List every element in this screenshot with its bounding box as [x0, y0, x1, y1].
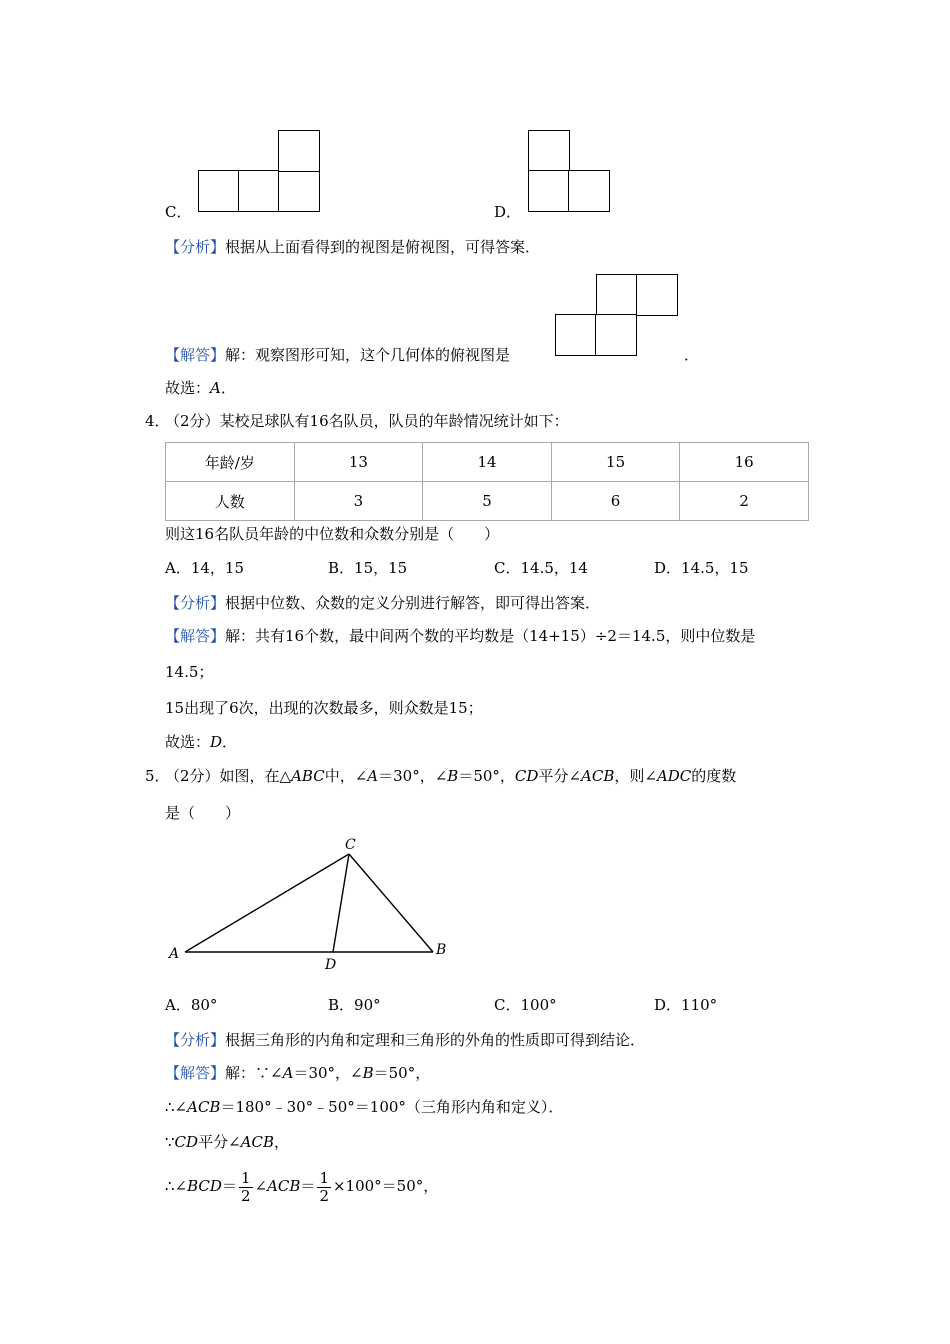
text: ＝50°， — [373, 1064, 431, 1082]
analysis-tag: 【分析】 — [165, 238, 226, 256]
cube-face — [528, 170, 570, 212]
q4-number: 4． — [145, 412, 170, 430]
text: ∴∠ — [165, 1098, 188, 1116]
table-cell: 6 — [551, 482, 680, 521]
text: ×100°＝50°， — [332, 1177, 439, 1195]
text: ＝ — [221, 1177, 237, 1195]
cube-face — [198, 170, 240, 212]
table-cell: 3 — [294, 482, 423, 521]
q5-analysis — [165, 1030, 645, 1050]
q5-solution-line3 — [165, 1132, 289, 1152]
text: （2分）如图，在△ — [165, 767, 292, 785]
text: 平分∠ — [538, 767, 582, 785]
q5-number: 5． — [145, 767, 170, 785]
choice-letter: A — [210, 379, 221, 397]
analysis-text: 根据从上面看得到的视图是俯视图，可得答案． — [225, 238, 541, 256]
text: 解：∵∠ — [225, 1064, 283, 1082]
vertex-label-a: A — [169, 946, 180, 962]
analysis-text: 根据中位数、众数的定义分别进行解答，即可得出答案． — [225, 594, 601, 612]
text: ＝180°﹣30°﹣50°＝100°（三角形内角和定义）． — [220, 1098, 564, 1116]
triangle-figure — [160, 830, 460, 975]
fraction-denominator: 2 — [240, 1186, 251, 1205]
choice-prefix: 故选： — [165, 733, 211, 751]
cube-face — [555, 314, 597, 356]
fraction-numerator: 1 — [319, 1168, 329, 1187]
math: BCD — [187, 1177, 222, 1195]
cube-face — [596, 274, 638, 316]
math: CD — [174, 1133, 199, 1151]
q4-option-c: C．14.5，14 — [494, 559, 588, 577]
math: ACB — [267, 1177, 301, 1195]
segment-cd — [333, 854, 349, 952]
cube-face — [636, 274, 678, 316]
q4-option-d: D．14.5，15 — [654, 559, 749, 577]
q5-option-a: A．80° — [165, 996, 218, 1014]
solution-period: ． — [684, 346, 700, 364]
table-cell: 2 — [680, 482, 809, 521]
fraction-denominator: 2 — [319, 1186, 329, 1205]
text: ， — [273, 1133, 289, 1151]
cube-face — [568, 170, 610, 212]
choice-end: ． — [220, 379, 236, 397]
fraction-numerator: 1 — [240, 1168, 251, 1187]
cube-face — [238, 170, 280, 212]
solution-tag: 【解答】 — [165, 627, 226, 645]
q5-option-c: C．100° — [494, 996, 557, 1014]
table-cell: 13 — [294, 443, 423, 482]
option-d-label: D． — [494, 203, 522, 221]
q5-option-b: B．90° — [328, 996, 381, 1014]
cube-face — [595, 314, 637, 356]
choice-letter: D — [210, 733, 223, 751]
text: ＝50°， — [458, 767, 515, 785]
math: ABC — [291, 767, 325, 785]
math: A — [282, 1064, 294, 1082]
text: 的度数 — [691, 767, 737, 785]
math: ACB — [581, 767, 615, 785]
table-cell: 14 — [423, 443, 552, 482]
text: 中，∠ — [324, 767, 368, 785]
q5-stem-line1 — [165, 766, 736, 786]
q4-option-a: A．14，15 — [165, 559, 245, 577]
fraction-half — [317, 1170, 331, 1205]
q4-solution-line3: 15出现了6次，出现的次数最多，则众数是15； — [165, 699, 483, 717]
solution-tag: 【解答】 — [165, 346, 226, 364]
table-row — [166, 482, 809, 521]
math: ACB — [187, 1098, 221, 1116]
q5-solution-line4 — [165, 1168, 438, 1205]
q3-analysis — [165, 237, 540, 257]
q3-solution — [165, 345, 510, 365]
table-cell: 人数 — [166, 482, 295, 521]
side-bc — [349, 854, 433, 952]
text: ＝30°，∠ — [378, 767, 448, 785]
cube-face — [528, 130, 570, 172]
q5-solution-line2 — [165, 1097, 563, 1117]
math: CD — [514, 767, 539, 785]
choice-end: ． — [222, 733, 238, 751]
q5-solution-line1 — [165, 1063, 430, 1083]
option-c-label: C． — [165, 203, 192, 221]
table-cell: 16 — [680, 443, 809, 482]
cube-face — [278, 130, 320, 172]
solution-tag: 【解答】 — [165, 1064, 226, 1082]
math: B — [447, 767, 459, 785]
text: 平分∠ — [198, 1133, 241, 1151]
age-table — [165, 442, 809, 521]
q4-analysis — [165, 593, 600, 613]
analysis-tag: 【分析】 — [165, 594, 226, 612]
q4-option-b: B．15，15 — [328, 559, 408, 577]
vertex-label-d: D — [325, 957, 337, 973]
table-cell: 5 — [423, 482, 552, 521]
vertex-label-b: B — [436, 942, 447, 958]
fraction-half — [239, 1170, 253, 1205]
q4-solution-line2: 14.5； — [165, 663, 214, 681]
math: A — [367, 767, 379, 785]
q3-choice — [165, 378, 236, 398]
vertex-label-c: C — [345, 837, 356, 853]
text: ∠ — [254, 1177, 268, 1195]
table-cell: 15 — [551, 443, 680, 482]
table-cell: 年龄/岁 — [166, 443, 295, 482]
analysis-tag: 【分析】 — [165, 1031, 226, 1049]
q4-choice — [165, 732, 237, 752]
solution-text: 解：观察图形可知，这个几何体的俯视图是 — [225, 346, 511, 364]
text: ∴∠ — [165, 1177, 188, 1195]
math: B — [362, 1064, 374, 1082]
table-row — [166, 443, 809, 482]
q4-solution-line1 — [165, 626, 755, 646]
q4-question: 则这16名队员年龄的中位数和众数分别是（ ） — [165, 525, 500, 543]
text: ＝30°，∠ — [293, 1064, 363, 1082]
math: ADC — [656, 767, 692, 785]
side-ac — [185, 854, 349, 952]
q5-stem-line2: 是（ ） — [165, 804, 241, 822]
analysis-text: 根据三角形的内角和定理和三角形的外角的性质即可得到结论． — [225, 1031, 646, 1049]
text: ，则∠ — [614, 767, 657, 785]
text: ＝ — [300, 1177, 316, 1195]
cube-face — [278, 170, 320, 212]
math: ACB — [240, 1133, 274, 1151]
solution-text: 解：共有16个数，最中间两个数的平均数是（14+15）÷2＝14.5，则中位数是 — [225, 627, 756, 645]
choice-prefix: 故选： — [165, 379, 211, 397]
text: ∵ — [165, 1133, 175, 1151]
q5-option-d: D．110° — [654, 996, 718, 1014]
q4-stem: （2分）某校足球队有16名队员，队员的年龄情况统计如下： — [165, 412, 569, 430]
